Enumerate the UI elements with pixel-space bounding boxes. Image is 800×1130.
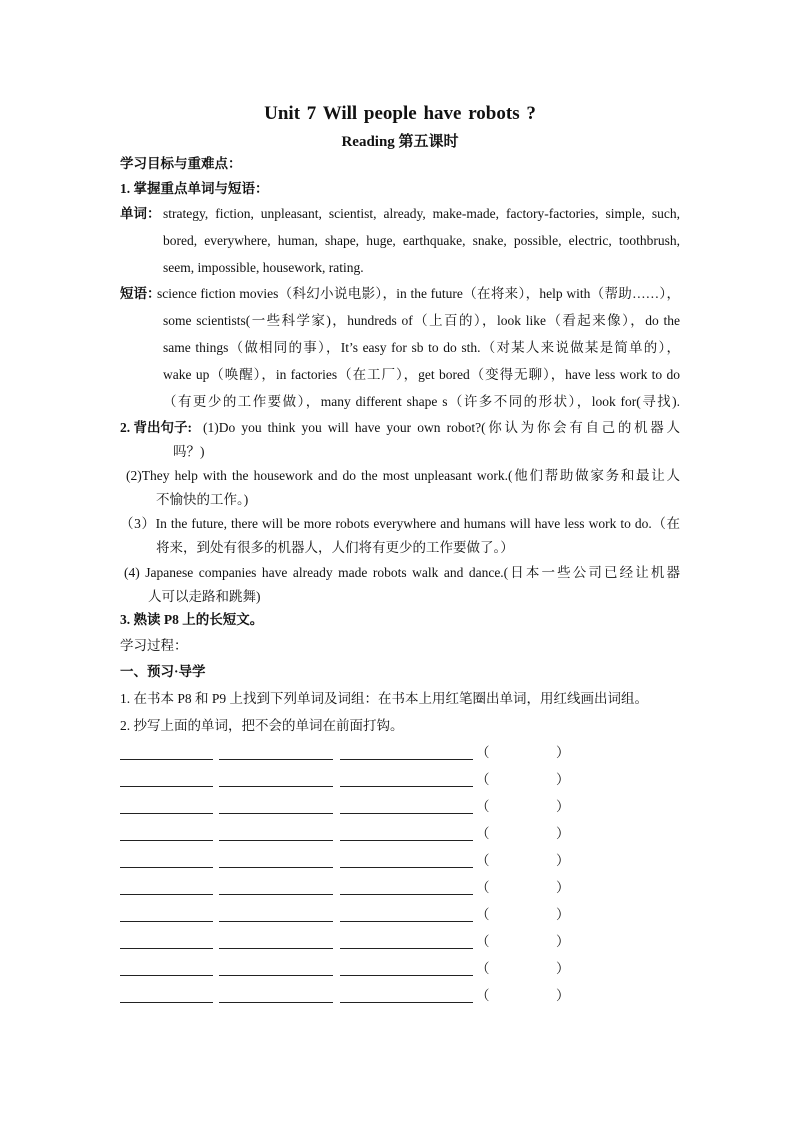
blank-row [120,798,580,816]
word-blank[interactable] [219,921,333,922]
phrases-label: 短语： [120,286,161,301]
words-label: 单词： [120,206,161,221]
phrases-line-1: science fiction movies（科幻小说电影），in the future（在将来），help with（帮助……）， [157,286,680,301]
sentence-1-line-2: 吗？) [173,444,205,459]
process-heading: 学习过程： [120,638,188,653]
task-1: 1. 在书本 P8 和 P9 上找到下列单词及词组：在书本上用红笔圈出单词，用红线画出词组。 [120,691,649,706]
words-line-3: seem, impossible, housework, rating. [163,260,364,275]
item1-heading: 1. 掌握重点单词与短语： [120,181,269,196]
word-blank[interactable] [120,975,213,976]
blank-row [120,744,580,762]
blank-row [120,906,580,924]
paren-open: （ [476,745,490,760]
item3-heading: 3. 熟读 P8 上的长短文。 [120,612,264,627]
paren-close: ） [556,799,570,814]
page-title: Unit 7 Will people have robots ? [264,103,536,124]
paren-close: ） [556,988,570,1003]
page-subtitle: Reading 第五课时 [341,134,459,150]
sentence-4-line-2: 人可以走路和跳舞) [148,589,261,604]
blank-row [120,879,580,897]
paren-open: （ [476,826,490,841]
paren-close: ） [556,853,570,868]
phrases-line-4: wake up（唤醒），in factories（在工厂），get bored（变得无聊），have less work to do [163,367,680,382]
word-blank[interactable] [120,1002,213,1003]
word-blank[interactable] [120,867,213,868]
paren-open: （ [476,880,490,895]
paren-close: ） [556,907,570,922]
item2-label: 2. 背出句子: [120,420,192,435]
paren-open: （ [476,988,490,1003]
word-blank[interactable] [340,867,473,868]
word-blank[interactable] [340,975,473,976]
paren-open: （ [476,853,490,868]
paren-close: ） [556,826,570,841]
word-blank[interactable] [340,921,473,922]
blank-row [120,825,580,843]
word-blank[interactable] [120,813,213,814]
task-2: 2. 抄写上面的单词，把不会的单词在前面打钩。 [120,718,404,733]
word-blank[interactable] [120,894,213,895]
paren-close: ） [556,880,570,895]
word-blank[interactable] [219,786,333,787]
word-blank[interactable] [340,840,473,841]
word-blank[interactable] [219,975,333,976]
word-blank[interactable] [120,786,213,787]
goals-heading: 学习目标与重难点： [120,156,242,171]
paren-open: （ [476,934,490,949]
paren-close: ） [556,745,570,760]
word-blank[interactable] [219,1002,333,1003]
sentence-3-line-2: 将来，到处有很多的机器人，人们将有更少的工作要做了。） [156,540,514,555]
paren-close: ） [556,772,570,787]
word-blank[interactable] [340,894,473,895]
word-blank[interactable] [219,840,333,841]
blank-row [120,771,580,789]
paren-open: （ [476,772,490,787]
sentence-4-line-1: (4) Japanese companies have already made robots walk and dance.(日本一些公司已经让机器 [124,565,680,580]
blank-row [120,852,580,870]
words-line-2: bored, everywhere, human, shape, huge, earthquake, snake, possible, electric, toothbrush, [163,233,680,248]
word-blank[interactable] [219,813,333,814]
sentence-1-line-1: (1)Do you think you will have your own robot?(你认为你会有自己的机器人 [203,420,680,435]
word-blank[interactable] [120,840,213,841]
word-blank[interactable] [340,786,473,787]
phrases-line-3: same things（做相同的事），It’s easy for sb to do sth.（对某人来说做某是简单的）， [163,340,680,355]
word-blank[interactable] [219,759,333,760]
sentence-3-line-1: （3）In the future, there will be more robots everywhere and humans will have less work to do.（在 [120,516,680,531]
phrases-line-5: （有更少的工作要做），many different shape s（许多不同的形状），look for(寻找). [163,394,680,409]
paren-open: （ [476,907,490,922]
blank-row [120,987,580,1005]
word-blank[interactable] [120,948,213,949]
word-blank[interactable] [219,894,333,895]
word-blank[interactable] [219,948,333,949]
words-line-1: strategy, fiction, unpleasant, scientist, already, make-made, factory-factories, simple, such, [163,206,680,221]
section1-heading: 一、预习·导学 [120,664,206,679]
paren-close: ） [556,934,570,949]
paren-open: （ [476,961,490,976]
blank-row [120,933,580,951]
word-blank[interactable] [120,921,213,922]
sentence-2-line-2: 不愉快的工作。) [156,492,249,507]
word-blank[interactable] [340,759,473,760]
word-blank[interactable] [340,1002,473,1003]
word-blank[interactable] [120,759,213,760]
sentence-2-line-1: (2)They help with the housework and do the most unpleasant work.(他们帮助做家务和最让人 [126,468,680,483]
blank-row [120,960,580,978]
paren-close: ） [556,961,570,976]
phrases-line-2: some scientists(一些科学家)，hundreds of（上百的），look like（看起来像），do the [163,313,680,328]
word-blank[interactable] [340,948,473,949]
paren-open: （ [476,799,490,814]
word-blank[interactable] [219,867,333,868]
word-blank[interactable] [340,813,473,814]
